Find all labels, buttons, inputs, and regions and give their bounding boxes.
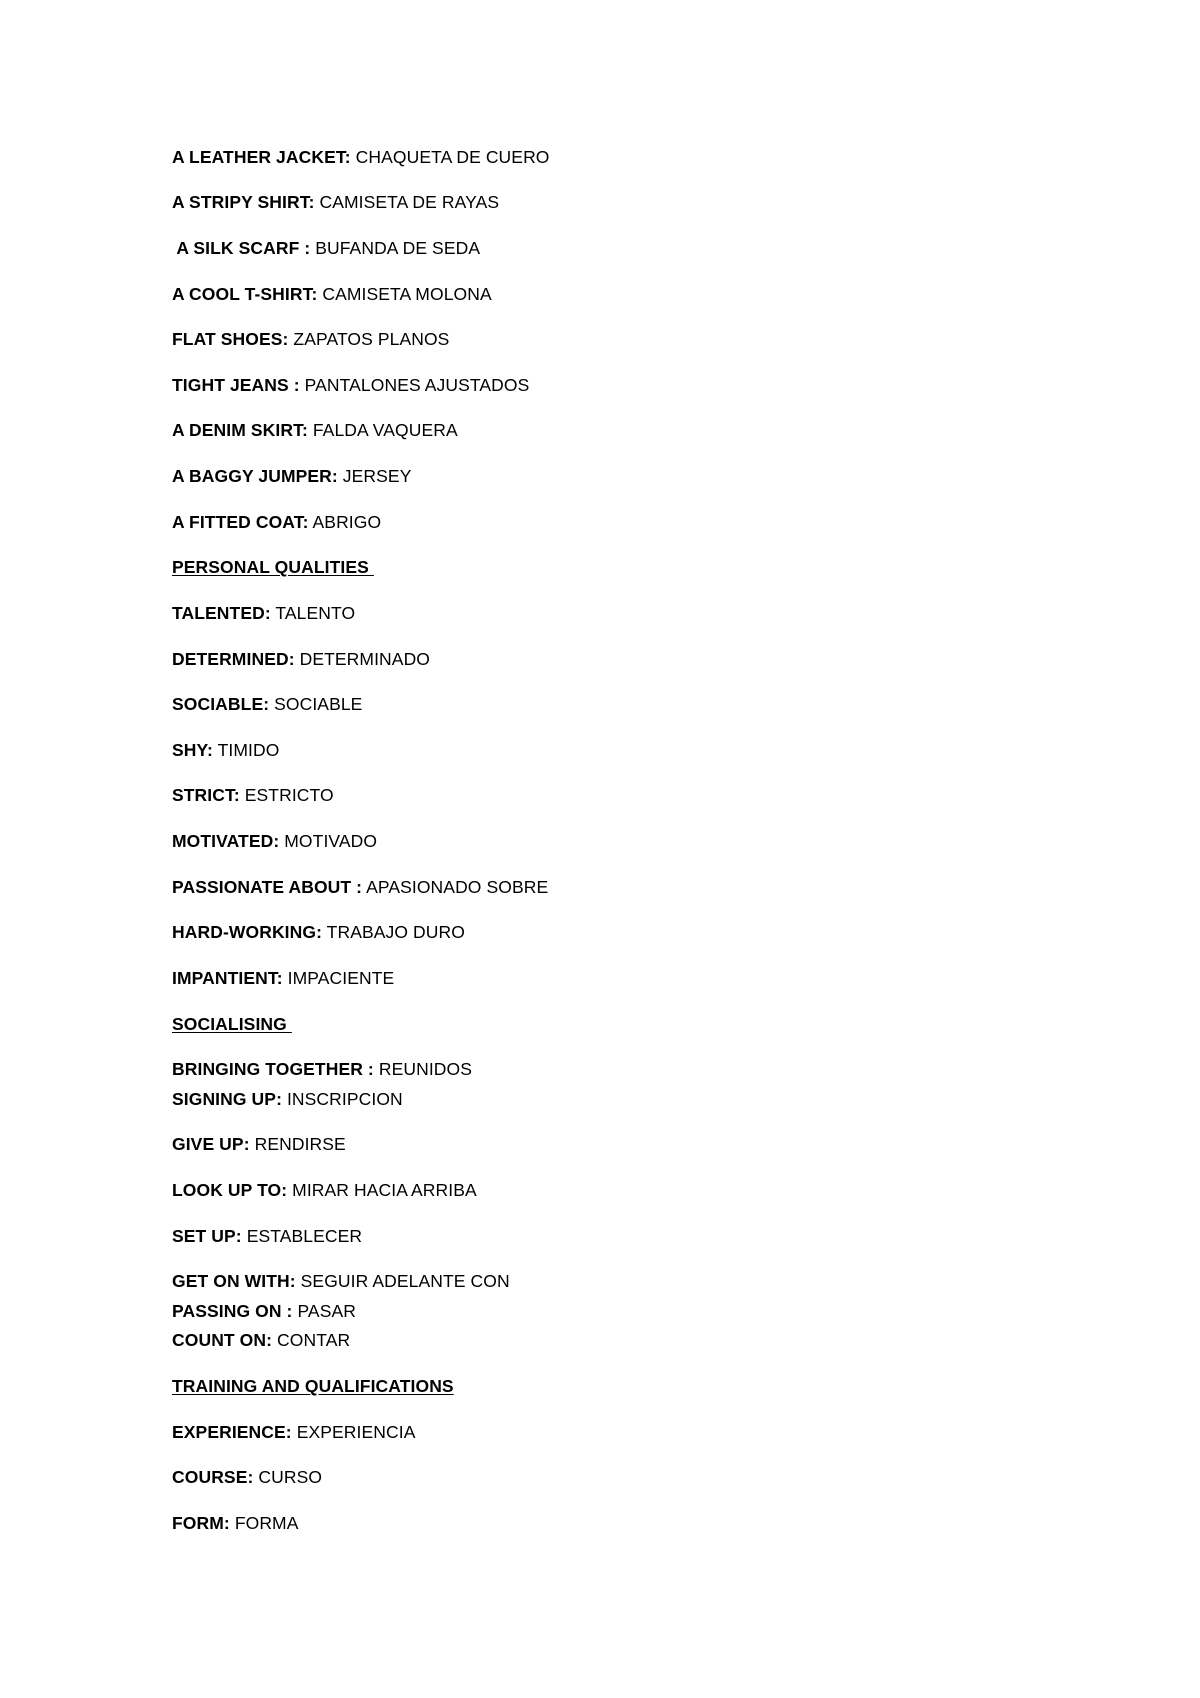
vocab-term: BRINGING TOGETHER : [172,1059,374,1079]
vocab-term: HARD-WORKING: [172,922,323,942]
vocab-term: SIGNING UP: [172,1089,282,1109]
vocab-definition: BUFANDA DE SEDA [310,238,481,258]
section-heading-socialising: SOCIALISING [172,1014,292,1034]
vocab-term: LOOK UP TO: [172,1180,288,1200]
vocab-term: STRICT: [172,785,240,805]
vocab-term: SOCIABLE: [172,694,270,714]
vocab-definition: PANTALONES AJUSTADOS [299,375,530,395]
vocab-line [172,1421,415,1443]
vocab-line [172,1179,477,1201]
vocab-term: TALENTED: [172,603,271,623]
vocab-definition: CAMISETA MOLONA [317,284,492,304]
vocab-line [172,1058,472,1080]
vocab-line [172,1300,356,1322]
vocab-term: SET UP: [172,1226,242,1246]
vocab-term: COURSE: [172,1467,254,1487]
vocab-line [172,1088,403,1110]
vocab-line [172,1133,346,1155]
vocab-line [172,419,458,441]
vocab-definition: TALENTO [270,603,356,623]
vocab-term: A FITTED COAT: [172,512,309,532]
vocab-definition: TRABAJO DURO [322,922,465,942]
vocab-line [172,1270,510,1292]
vocab-line [172,374,529,396]
vocab-line [172,784,334,806]
vocab-term: DETERMINED: [172,649,295,669]
vocab-line [172,511,381,533]
vocab-definition: CAMISETA DE RAYAS [314,192,500,212]
vocab-line [172,146,550,168]
vocab-definition: ESTRICTO [239,785,334,805]
vocab-definition: JERSEY [337,466,412,486]
vocab-definition: ZAPATOS PLANOS [288,329,450,349]
vocab-definition: SOCIABLE [269,694,363,714]
vocab-definition: CONTAR [272,1330,351,1350]
vocab-term: A COOL T-SHIRT: [172,284,318,304]
vocab-line [172,739,279,761]
vocab-line [172,830,377,852]
vocab-definition: REUNIDOS [373,1059,473,1079]
vocab-definition: EXPERIENCIA [291,1422,416,1442]
vocab-term: A STRIPY SHIRT: [172,192,315,212]
vocab-line [172,602,355,624]
vocab-line [172,465,411,487]
vocab-term: A DENIM SKIRT: [172,420,308,440]
vocab-line [172,648,430,670]
vocab-definition: ESTABLECER [241,1226,363,1246]
vocab-term: GET ON WITH: [172,1271,296,1291]
vocab-definition: IMPACIENTE [282,968,395,988]
vocab-definition: INSCRIPCION [282,1089,403,1109]
vocab-definition: MIRAR HACIA ARRIBA [287,1180,477,1200]
vocab-term: FLAT SHOES: [172,329,289,349]
vocab-definition: DETERMINADO [294,649,431,669]
vocab-line [172,237,480,259]
vocab-definition: SEGUIR ADELANTE CON [295,1271,510,1291]
vocab-line [172,191,499,213]
vocab-line [172,693,362,715]
vocab-line [172,967,394,989]
vocab-term: SHY: [172,740,213,760]
section-heading-training-and-qualifications: TRAINING AND QUALIFICATIONS [172,1376,454,1396]
vocab-term: PASSING ON : [172,1301,293,1321]
vocab-term: PASSIONATE ABOUT : [172,877,363,897]
vocab-line [172,1466,322,1488]
vocab-definition: ABRIGO [308,512,382,532]
vocab-term: GIVE UP: [172,1134,250,1154]
vocab-line [172,1512,299,1534]
vocab-definition: PASAR [292,1301,356,1321]
vocab-definition: MOTIVADO [279,831,378,851]
vocab-term: IMPANTIENT: [172,968,283,988]
vocab-term: A LEATHER JACKET: [172,147,351,167]
vocab-term: TIGHT JEANS : [172,375,300,395]
vocab-definition: CHAQUETA DE CUERO [350,147,550,167]
vocab-term: MOTIVATED: [172,831,280,851]
vocab-term: A SILK SCARF : [172,238,311,258]
vocab-definition: CURSO [253,1467,323,1487]
vocab-term: COUNT ON: [172,1330,273,1350]
vocab-definition: RENDIRSE [249,1134,346,1154]
vocab-term: A BAGGY JUMPER: [172,466,338,486]
vocab-line [172,283,492,305]
vocab-definition: TIMIDO [212,740,280,760]
vocab-line [172,1329,350,1351]
vocab-line [172,1225,362,1247]
vocab-line [172,921,465,943]
vocab-line [172,876,548,898]
vocab-definition: APASIONADO SOBRE [362,877,549,897]
vocab-definition: FORMA [229,1513,299,1533]
vocab-definition: FALDA VAQUERA [307,420,458,440]
vocab-term: FORM: [172,1513,230,1533]
vocab-term: EXPERIENCE: [172,1422,292,1442]
vocab-line [172,328,449,350]
section-heading-personal-qualities: PERSONAL QUALITIES [172,557,374,577]
